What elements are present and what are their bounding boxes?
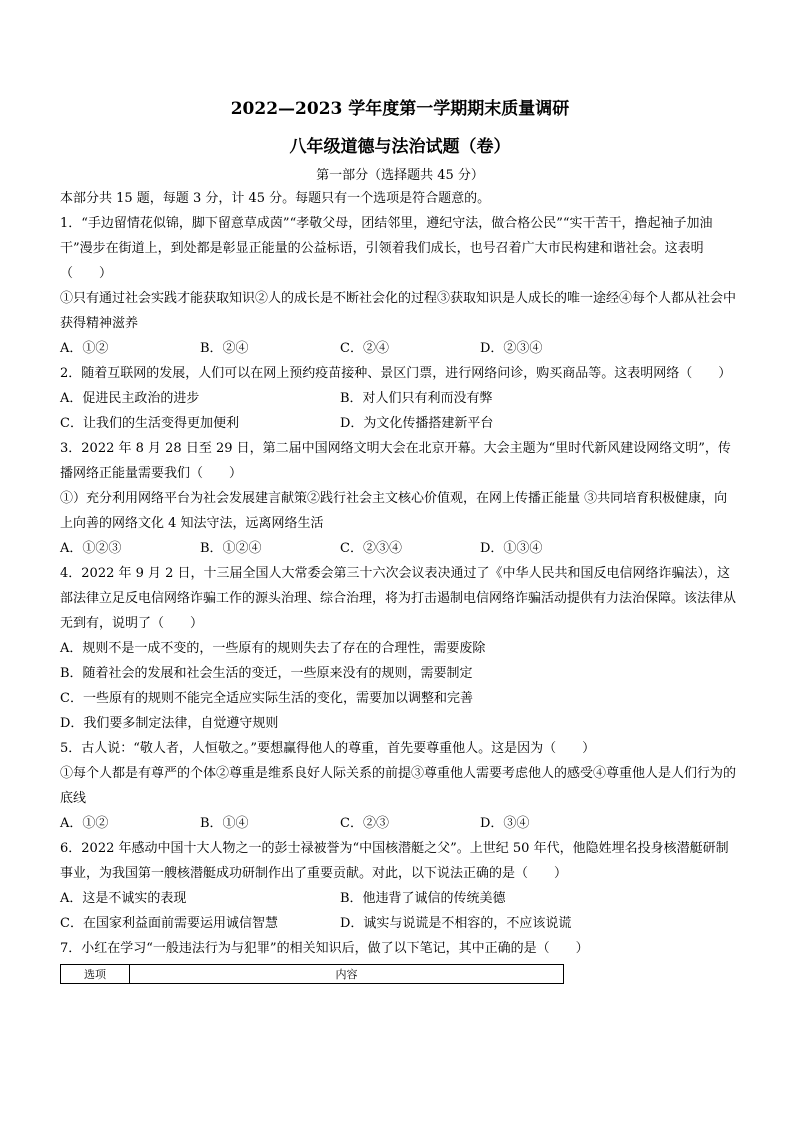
question-3-options [60, 536, 740, 561]
exam-page [60, 96, 740, 984]
question-1-stem: 1．“手边留情花似锦，脚下留意草成茵”“孝敬父母，团结邻里，遵纪守法，做合格公民”“实干苦干，撸起袖子加油干”漫步在街道上，到处都是彰显正能量的公益标语，引领着我们成长，也号召着广大市民构建和谐社会。这表明（ ） [60, 216, 713, 281]
question-5-stem: 5．古人说：“敬人者，人恒敬之。”要想赢得他人的尊重，首先要尊重他人。这是因为（ ） [60, 741, 596, 756]
table-header-row [61, 965, 564, 984]
option: B．随着社会的发展和社会生活的变迁，一些原来没有的规则，需要制定 [60, 666, 473, 681]
question-7-stem: 7．小红在学习“一般违法行为与犯罪”的相关知识后，做了以下笔记，其中正确的是（ ） [60, 941, 589, 956]
question-5-statements: ①每个人都是有尊严的个体②尊重是维系良好人际关系的前提③尊重他人需要考虑他人的感受④尊重他人是人们行为的底线 [60, 766, 737, 806]
option: B．①④ [200, 816, 249, 831]
option: D．①③④ [480, 541, 543, 556]
option: A．①② [60, 816, 109, 831]
question-6-options-row-1 [60, 886, 740, 911]
option: A．规则不是一成不变的，一些原有的规则失去了存在的合理性，需要废除 [60, 641, 486, 656]
option: A．①②③ [60, 541, 122, 556]
section-heading: 第一部分（选择题共 45 分） [316, 168, 484, 183]
option: D．我们要多制定法律，自觉遵守规则 [60, 716, 279, 731]
option: B．①②④ [200, 541, 262, 556]
exam-subtitle: 八年级道德与法治试题（卷） [289, 137, 511, 157]
option: A．①② [60, 341, 109, 356]
question-1-statements: ①只有通过社会实践才能获取知识②人的成长是不断社会化的过程③获取知识是人成长的唯一途经④每个人都从社会中获得精神滋养 [60, 291, 737, 331]
option: A．这是不诚实的表现 [60, 891, 187, 906]
option: C．②③④ [340, 541, 402, 556]
option: C．在国家利益面前需要运用诚信智慧 [60, 916, 278, 931]
question-6-options-row-2 [60, 911, 740, 936]
question-2-stem: 2．随着互联网的发展，人们可以在网上预约疫苗接种、景区门票，进行网络问诊，购买商品等。这表明网络（ ） [60, 366, 732, 381]
question-5-options [60, 811, 740, 836]
option: B．对人们只有利而没有弊 [340, 391, 493, 406]
option: B．他违背了诚信的传统美德 [340, 891, 506, 906]
option: B．②④ [200, 341, 249, 356]
option: C．②③ [340, 816, 389, 831]
option: D．诚实与说谎是不相容的，不应该说谎 [340, 916, 572, 931]
question-2-options-row-2 [60, 411, 740, 436]
question-2-options-row-1 [60, 386, 740, 411]
question-4-stem: 4．2022 年 9 月 2 日，十三届全国人大常委会第三十六次会议表决通过了《中华人民共和国反电信网络诈骗法），这部法律立足反电信网络诈骗工作的源头治理、综合治理，将为打击遏制电信网络诈骗活动提供有力法治保障。该法律从无到有，说明了（ ） [60, 566, 737, 631]
option: D．为文化传播搭建新平台 [340, 416, 494, 431]
question-7-table [60, 964, 564, 984]
option: D．③④ [480, 816, 530, 831]
question-6-stem: 6．2022 年感动中国十大人物之一的彭士禄被誉为“中国核潜艇之父”。上世纪 50 年代，他隐姓埋名投身核潜艇研制事业，为我国第一艘核潜艇成功研制作出了重要贡献。对此，以下说法正确的是（ ） [60, 841, 729, 881]
table-header-option: 选项 [61, 965, 130, 984]
option: C．一些原有的规则不能完全适应实际生活的变化，需要加以调整和完善 [60, 691, 473, 706]
table-header-content: 内容 [130, 965, 564, 984]
option: C．②④ [340, 341, 389, 356]
option: D．②③④ [480, 341, 543, 356]
question-3-statements: ①）充分利用网络平台为社会发展建言献策②践行社会主文核心价值观，在网上传播正能量 ③共同培育积极健康，向上向善的网络文化 4 知法守法，远离网络生活 [60, 491, 728, 531]
question-1-options [60, 336, 740, 361]
option: C．让我们的生活变得更加便利 [60, 416, 239, 431]
section-instruction: 本部分共 15 题，每题 3 分，计 45 分。每题只有一个选项是符合题意的。 [60, 191, 491, 206]
question-3-stem: 3．2022 年 8 月 28 日至 29 日，第二届中国网络文明大会在北京开幕。大会主题为“里时代新风建设网络文明”，传播网络正能量需要我们（ ） [60, 441, 731, 481]
exam-title: 2022—2023 学年度第一学期期末质量调研 [230, 99, 570, 119]
option: A．促进民主政治的进步 [60, 391, 200, 406]
